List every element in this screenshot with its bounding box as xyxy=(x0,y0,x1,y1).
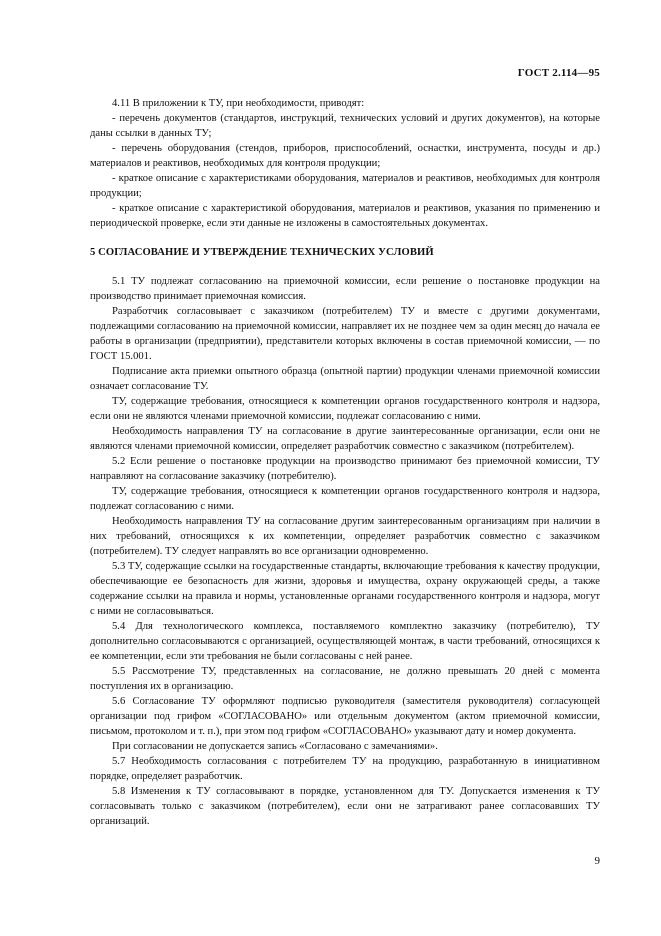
page-number: 9 xyxy=(594,855,600,867)
list-item: - краткое описание с характеристикой оборудования, материалов и реактивов, указания по применению и периодической проверке, если эти данные не изложены в самостоятельных документах. xyxy=(90,203,600,229)
paragraph: При согласовании не допускается запись «Согласовано с замечаниями». xyxy=(112,741,438,752)
paragraph: 5.6 Согласование ТУ оформляют подписью руководителя (заместителя руководителя) согласующей организации под грифом «СОГЛАСОВАНО» или отдельным документом (актом приемочной комиссии, письмом, протоколом и т. п.), при этом под грифом «СОГЛАСОВАНО» указывают дату и номер документа. xyxy=(90,696,600,737)
paragraph: Необходимость направления ТУ на согласование другим заинтересованным организациям при наличии в них требований, относящихся к их компетенции, определяет разработчик совместно с заказчиком (потребителем). ТУ следует направлять во все организации одновременно. xyxy=(90,516,600,557)
page-header: ГОСТ 2.114—95 xyxy=(517,67,600,79)
paragraph: 5.4 Для технологического комплекса, поставляемого комплектно заказчику (потребителю), ТУ дополнительно согласовываются с организацией, осуществляющей монтаж, в части требований, относящихся к ее компетенции, если эти требования не были согласованы с ней ранее. xyxy=(90,621,600,662)
paragraph: 5.3 ТУ, содержащие ссылки на государственные стандарты, включающие требования к качеству продукции, обеспечивающие ее безопасность для жизни, здоровья и имущества, охрану окружающей среды, а также содержание ссылки на правила и нормы, установленные органами государственного контроля и надзора, могут с ними не согласовываться. xyxy=(90,561,600,617)
paragraph: Разработчик согласовывает с заказчиком (потребителем) ТУ и вместе с другими документами, подлежащими согласованию на приемочной комиссии, направляет их не позднее чем за один месяц до начала ее работы в организации (предприятии), представители которых включены в состав приемочной комиссии, — по ГОСТ 15.001. xyxy=(90,306,600,362)
list-item: - перечень документов (стандартов, инструкций, технических условий и других документов), на которые даны ссылки в данных ТУ; xyxy=(90,113,600,139)
paragraph: 5.1 ТУ подлежат согласованию на приемочной комиссии, если решение о постановке продукции на производство принимает приемочная комиссия. xyxy=(90,276,600,302)
paragraph: 5.7 Необходимость согласования с потребителем ТУ на продукцию, разработанную в инициативном порядке, определяет разработчик. xyxy=(90,756,600,782)
document-body xyxy=(90,96,600,829)
paragraph: 5.5 Рассмотрение ТУ, представленных на согласование, не должно превышать 20 дней с момента поступления их в организацию. xyxy=(90,666,600,692)
paragraph: Необходимость направления ТУ на согласование в другие заинтересованные организации, если они не являются членами приемочной комиссии, определяет разработчик совместно с заказчиком (потребителем). xyxy=(90,426,600,452)
list-item: - перечень оборудования (стендов, приборов, приспособлений, оснастки, инструмента, посуды и др.) материалов и реактивов, необходимых для контроля продукции; xyxy=(90,143,600,169)
section-title: 5 СОГЛАСОВАНИЕ И УТВЕРЖДЕНИЕ ТЕХНИЧЕСКИХ УСЛОВИЙ xyxy=(90,247,434,258)
list-item: - краткое описание с характеристиками оборудования, материалов и реактивов, необходимых для контроля продукции; xyxy=(90,173,600,199)
paragraph: Подписание акта приемки опытного образца (опытной партии) продукции членами приемочной комиссии означает согласование ТУ. xyxy=(90,366,600,392)
paragraph: ТУ, содержащие требования, относящиеся к компетенции органов государственного контроля и надзора, подлежат согласованию с ними. xyxy=(90,486,600,512)
paragraph: ТУ, содержащие требования, относящиеся к компетенции органов государственного контроля и надзора, если они не являются членами приемочной комиссии, подлежат согласованию с ними. xyxy=(90,396,600,422)
paragraph: 5.8 Изменения к ТУ согласовывают в порядке, установленном для ТУ. Допускается изменения к ТУ согласовывать только с заказчиком (потребителем), если они не затрагивают ранее согласовавших ТУ организаций. xyxy=(90,786,600,827)
paragraph: 4.11 В приложении к ТУ, при необходимости, приводят: xyxy=(112,98,365,109)
paragraph: 5.2 Если решение о постановке продукции на производство принимают без приемочной комиссии, ТУ направляют на согласование заказчику (потребителю). xyxy=(90,456,600,482)
